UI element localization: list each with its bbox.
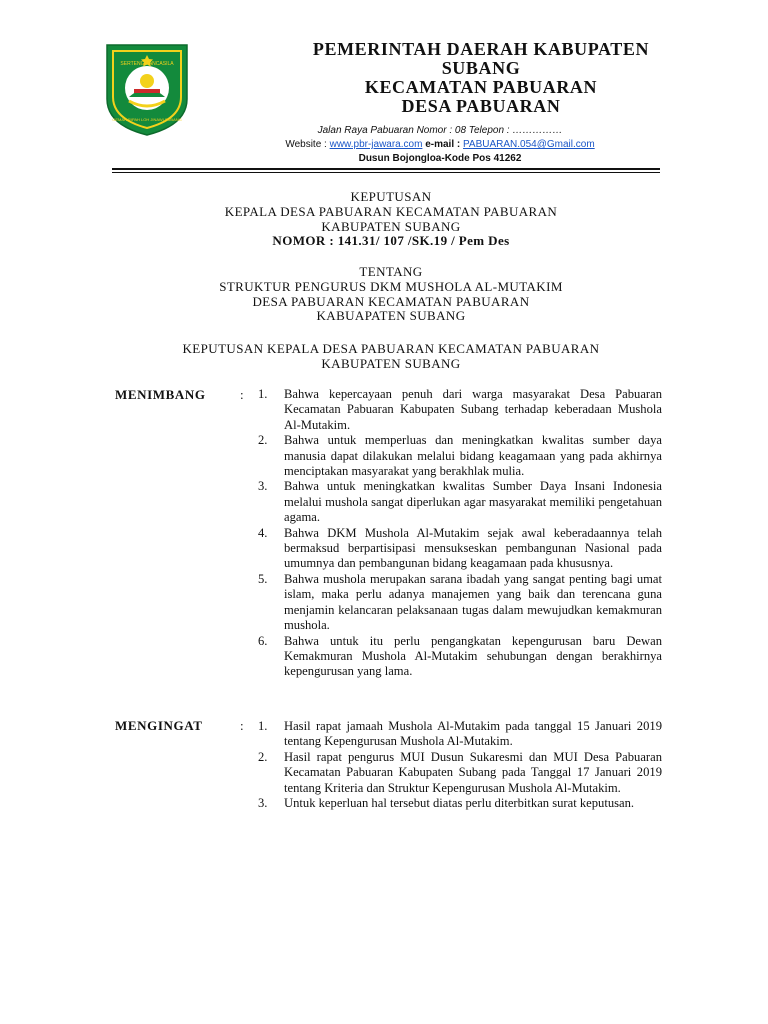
address-line: Jalan Raya Pabuaran Nomor : 08 Telepon : …………… (317, 125, 563, 136)
list-item (258, 634, 662, 680)
item-text: Untuk keperluan hal tersebut diatas perlu diterbitkan surat keputusan. (284, 796, 635, 811)
item-text: Bahwa untuk meningkatkan kwalitas Sumber Daya Insani Indonesia melalui mushola sangat diperlukan agar masyarakat memiliki pengetahuan agama. (284, 479, 662, 525)
section-label-menimbang: MENIMBANG (115, 387, 206, 402)
title-line: SUBANG (441, 58, 521, 78)
list-item (258, 479, 662, 525)
emblem-bottom-text: GEMAH RIPAH LOH JINAWI SUBANG (112, 117, 182, 122)
menimbang-list (258, 387, 662, 680)
item-number: 6. (258, 633, 268, 648)
subject-line: STRUKTUR PENGURUS DKM MUSHOLA AL-MUTAKIM (219, 278, 563, 294)
decree-title-line: KEPALA DESA PABUARAN KECAMATAN PABUARAN (224, 203, 558, 219)
header-divider (112, 168, 660, 170)
item-text: Bahwa kepercayaan penuh dari warga masyarakat Desa Pabuaran Kecamatan Pabuaran Kabupaten Subang terhadap keberadaan Mushola Al-Mutakim. (284, 387, 662, 432)
title-line: KECAMATAN PABUARAN (364, 77, 598, 97)
decree-subject (112, 265, 670, 324)
email-link[interactable]: PABUARAN.054@Gmail.com (463, 139, 595, 150)
title-line: PEMERINTAH DAERAH KABUPATEN (312, 39, 650, 59)
section-colon: : (240, 718, 244, 733)
item-number: 1. (258, 719, 268, 733)
item-text: Hasil rapat jamaah Mushola Al-Mutakim pada tanggal 15 Januari 2019 tentang Kepengurusan Mushola Al-Mutakim. (284, 719, 662, 749)
item-number: 4. (258, 525, 268, 540)
decree-title (112, 190, 670, 249)
regency-emblem-icon (101, 41, 193, 137)
item-number: 3. (258, 479, 268, 494)
list-item (258, 719, 662, 750)
emblem-top-text: SERTENG PANCASILA (120, 61, 174, 67)
list-item (258, 796, 662, 811)
website-link[interactable]: www.pbr-jawara.com (329, 139, 423, 150)
subject-line: TENTANG (359, 264, 423, 279)
website-label: Website : (285, 139, 327, 150)
decree-issuer (112, 342, 670, 372)
item-text: Hasil rapat pengurus MUI Dusun Sukaresmi dan MUI Desa Pabuaran Kecamatan Pabuaran Kabupaten Subang pada Tanggal 17 Januari 2019 tentang Kriteria dan Struktur Kepengurusan Mushola Al-Mutakim. (284, 749, 662, 795)
item-number: 1. (258, 387, 268, 401)
item-text: Bahwa mushola merupakan sarana ibadah yang sangat penting bagi umat islam, maka perlu adanya manajemen yang baik dan terencana guna menjamin kelancaran pelaksanaan tugas dalam mewujudkan kemakmuran mushola. (284, 571, 662, 633)
decree-title-line: KEPUTUSAN (350, 189, 432, 204)
list-item (258, 433, 662, 479)
decree-number: NOMOR : 141.31/ 107 /SK.19 / Pem Des (272, 233, 510, 249)
mengingat-list (258, 719, 662, 811)
list-item (258, 750, 662, 796)
subject-line: KABUAPATEN SUBANG (316, 308, 466, 324)
decree-title-line: KABUPATEN SUBANG (321, 218, 461, 234)
list-item (258, 387, 662, 433)
list-item (258, 572, 662, 634)
item-number: 3. (258, 796, 268, 811)
section-colon: : (240, 387, 244, 402)
item-text: Bahwa untuk itu perlu pengangkatan kepengurusan baru Dewan Kemakmuran Mushola Al-Mutakim sehubungan dengan berakhirnya kepengurusan yang lama. (284, 633, 662, 679)
header-divider-thin (112, 172, 660, 173)
item-number: 5. (258, 571, 268, 586)
item-number: 2. (258, 749, 268, 764)
contact-block (220, 124, 660, 166)
item-number: 2. (258, 433, 268, 448)
postal-line: Dusun Bojongloa-Kode Pos 41262 (358, 153, 522, 164)
item-text: Bahwa untuk memperluas dan meningkatkan kwalitas sumber daya manusia dapat dilakukan melalui bidang keagamaan yang pada akhirnya menciptakan masyarakat yang berakhlak mulia. (284, 433, 662, 479)
email-label: e-mail : (425, 139, 461, 150)
government-title (280, 40, 682, 116)
item-text: Bahwa DKM Mushola Al-Mutakim sejak awal keberadaannya telah bermaksud berpartisipasi mensukseskan pembangunan Nasional pada umumnya dan pembangunan bidang keagamaan pada khususnya. (284, 525, 662, 571)
list-item (258, 526, 662, 572)
issuer-line: KEPUTUSAN KEPALA DESA PABUARAN KECAMATAN PABUARAN (182, 341, 600, 356)
title-line: DESA PABUARAN (401, 96, 561, 116)
section-label-mengingat: MENGINGAT (115, 718, 203, 733)
subject-line: DESA PABUARAN KECAMATAN PABUARAN (252, 293, 530, 309)
issuer-line: KABUPATEN SUBANG (321, 355, 461, 371)
